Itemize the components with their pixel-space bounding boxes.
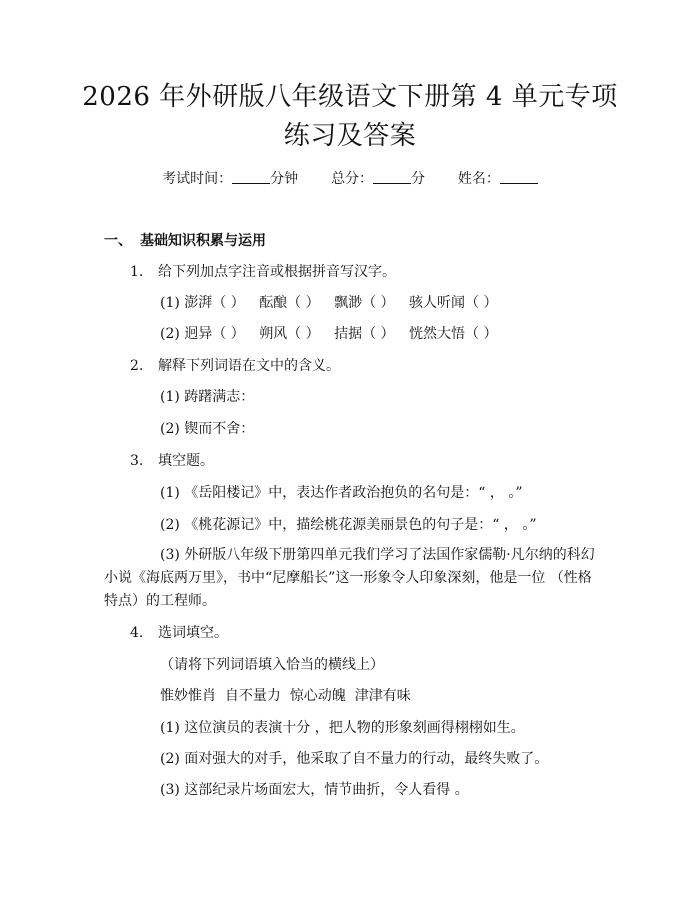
section-1-heading bbox=[104, 231, 266, 251]
time-unit: 分钟 bbox=[270, 171, 299, 187]
document-title-line-2: 练习及答案 bbox=[283, 121, 417, 151]
question-3-number: 3. bbox=[130, 453, 144, 469]
pinyin-item: 拮据（ ） bbox=[334, 326, 395, 342]
question-1-row-1 bbox=[160, 293, 497, 313]
pinyin-item: (2) 迥异（ ） bbox=[160, 326, 245, 342]
question-1-row-2 bbox=[160, 324, 497, 344]
question-2-item-2: (2) 锲而不舍： bbox=[160, 421, 255, 437]
exam-meta bbox=[0, 168, 700, 188]
document-title-line-1: 2026 年外研版八年级语文下册第 4 单元专项 bbox=[82, 82, 618, 112]
score-unit: 分 bbox=[411, 171, 425, 187]
question-3 bbox=[130, 451, 214, 471]
name-label: 姓名： bbox=[457, 171, 500, 187]
pinyin-item: 酝酿（ ） bbox=[259, 295, 320, 311]
name-blank[interactable] bbox=[500, 170, 538, 184]
pinyin-item: 恍然大悟（ ） bbox=[409, 326, 498, 342]
question-1 bbox=[130, 262, 396, 282]
question-2 bbox=[130, 356, 340, 376]
question-4-prompt: 选词填空。 bbox=[158, 625, 228, 641]
question-4-item-1: (1) 这位演员的表演十分 ，把人物的形象刻画得栩栩如生。 bbox=[160, 720, 525, 736]
question-3-item-1: (1) 《岳阳楼记》中，表达作者政治抱负的名句是：“ ， 。” bbox=[160, 485, 523, 501]
question-3-item-3: (3) 外研版八年级下册第四单元我们学习了法国作家儒勒·凡尔纳的科幻小说《海底两万里》，书中“尼摩船长”这一形象令人印象深刻，他是一位 （性格特点）的工程师。 bbox=[104, 547, 595, 609]
score-label: 总分： bbox=[331, 171, 373, 187]
pinyin-item: 飘渺（ ） bbox=[334, 295, 395, 311]
question-4-word-bank: 惟妙惟肖 自不量力 惊心动魄 津津有味 bbox=[160, 688, 411, 704]
question-4-number: 4. bbox=[130, 625, 144, 641]
question-3-prompt: 填空题。 bbox=[158, 453, 214, 469]
question-4-instruction: （请将下列词语填入恰当的横线上） bbox=[160, 657, 384, 673]
question-1-number: 1. bbox=[130, 264, 144, 280]
question-4-item-3: (3) 这部纪录片场面宏大，情节曲折，令人看得 。 bbox=[160, 782, 469, 798]
question-4 bbox=[130, 623, 228, 643]
question-3-item-2: (2) 《桃花源记》中，描绘桃花源美丽景色的句子是：“ ， 。” bbox=[160, 517, 537, 533]
pinyin-item: 骇人听闻（ ） bbox=[409, 295, 498, 311]
question-4-item-2: (2) 面对强大的对手，他采取了自不量力的行动，最终失败了。 bbox=[160, 751, 549, 767]
section-1-title: 基础知识积累与运用 bbox=[140, 233, 266, 249]
question-2-prompt: 解释下列词语在文中的含义。 bbox=[158, 358, 340, 374]
pinyin-item: 朔风（ ） bbox=[259, 326, 320, 342]
question-2-item-1: (1) 踌躇满志： bbox=[160, 389, 255, 405]
time-label: 考试时间： bbox=[162, 171, 233, 187]
question-1-prompt: 给下列加点字注音或根据拼音写汉字。 bbox=[158, 264, 396, 280]
question-2-number: 2. bbox=[130, 358, 144, 374]
section-1-number: 一、 bbox=[104, 233, 132, 249]
time-blank[interactable] bbox=[232, 170, 270, 184]
pinyin-item: (1) 澎湃（ ） bbox=[160, 295, 245, 311]
score-blank[interactable] bbox=[373, 170, 411, 184]
